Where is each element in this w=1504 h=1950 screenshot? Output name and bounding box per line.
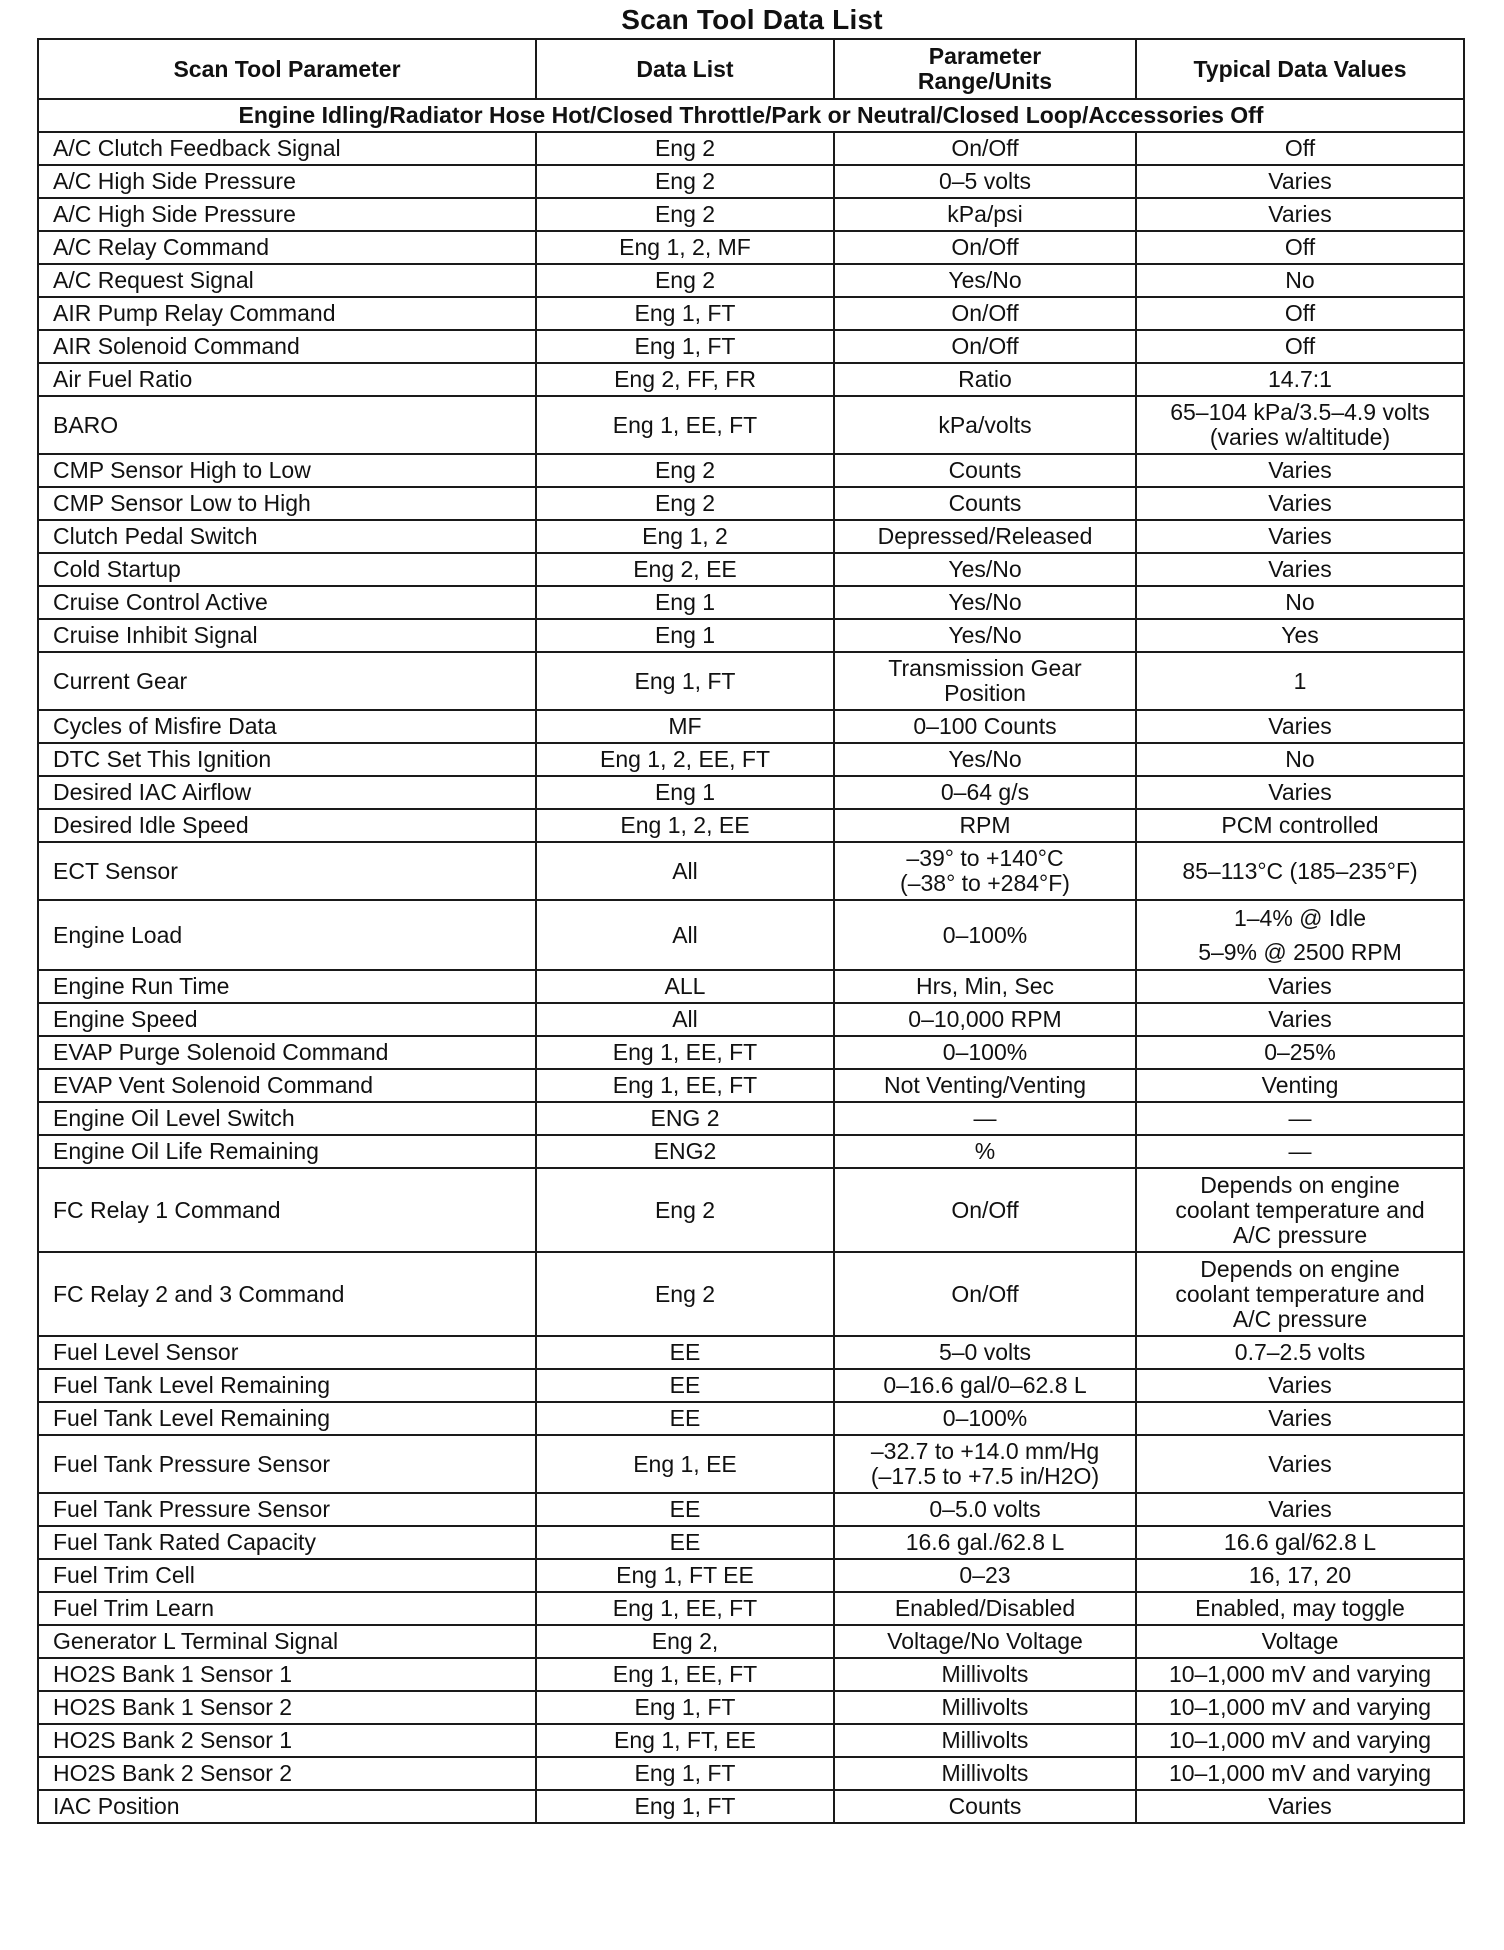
cell-data-list: Eng 2 [536,454,834,487]
cell-typical: Voltage [1136,1625,1464,1658]
cell-data-list: Eng 1, FT [536,652,834,710]
table-row [38,970,1464,1003]
cell-typical: 10–1,000 mV and varying [1136,1757,1464,1790]
cell-data-list: ENG2 [536,1135,834,1168]
cell-data-list: Eng 1, EE, FT [536,396,834,454]
cell-range: 0–100% [834,900,1136,970]
cell-data-list: Eng 2, FF, FR [536,363,834,396]
cell-data-list: Eng 2 [536,1168,834,1252]
cell-parameter: Engine Oil Life Remaining [38,1135,536,1168]
cell-parameter: Desired Idle Speed [38,809,536,842]
cell-typical: Off [1136,330,1464,363]
cell-parameter: Clutch Pedal Switch [38,520,536,553]
cell-typical [1136,900,1464,970]
cell-typical: Varies [1136,165,1464,198]
cell-range: On/Off [834,132,1136,165]
table-row [38,1369,1464,1402]
cell-range-line: –32.7 to +14.0 mm/Hg [870,1438,1100,1464]
cell-range: Millivolts [834,1691,1136,1724]
cell-range: — [834,1102,1136,1135]
cell-typical-line: Depends on engine [1200,1171,1400,1198]
cell-parameter: ECT Sensor [38,842,536,900]
cell-range [834,652,1136,710]
cell-typical: 10–1,000 mV and varying [1136,1724,1464,1757]
table-row [38,1658,1464,1691]
cell-data-list: All [536,1003,834,1036]
cell-parameter: AIR Solenoid Command [38,330,536,363]
cell-typical: — [1136,1135,1464,1168]
table-row [38,1003,1464,1036]
cell-range: 5–0 volts [834,1336,1136,1369]
cell-data-list: Eng 2 [536,132,834,165]
cell-range: Millivolts [834,1757,1136,1790]
table-row [38,900,1464,970]
table-row [38,1135,1464,1168]
cell-data-list: ENG 2 [536,1102,834,1135]
cell-typical: Varies [1136,1003,1464,1036]
cell-data-list: Eng 2, [536,1625,834,1658]
cell-parameter: Fuel Tank Pressure Sensor [38,1435,536,1493]
cell-typical [1136,1168,1464,1252]
cell-range: On/Off [834,330,1136,363]
cell-range: 0–5 volts [834,165,1136,198]
cell-typical: 16.6 gal/62.8 L [1136,1526,1464,1559]
cell-range: Counts [834,487,1136,520]
cell-data-list: Eng 1, FT EE [536,1559,834,1592]
table-row [38,396,1464,454]
cell-parameter: HO2S Bank 2 Sensor 1 [38,1724,536,1757]
cell-data-list: EE [536,1402,834,1435]
cell-data-list: MF [536,710,834,743]
cell-range: Yes/No [834,553,1136,586]
cell-data-list: Eng 2 [536,1252,834,1336]
cell-parameter: A/C High Side Pressure [38,198,536,231]
cell-typical: Off [1136,297,1464,330]
cell-typical: Enabled, may toggle [1136,1592,1464,1625]
cell-range: Hrs, Min, Sec [834,970,1136,1003]
table-row [38,842,1464,900]
scan-tool-data-table [37,38,1465,1824]
section-conditions: Engine Idling/Radiator Hose Hot/Closed Throttle/Park or Neutral/Closed Loop/Accessories Off [38,99,1464,132]
cell-range: Voltage/No Voltage [834,1625,1136,1658]
cell-parameter: Generator L Terminal Signal [38,1625,536,1658]
cell-data-list: Eng 1, EE [536,1435,834,1493]
cell-typical: 85–113°C (185–235°F) [1136,842,1464,900]
cell-parameter: EVAP Vent Solenoid Command [38,1069,536,1102]
cell-range-line: (–17.5 to +7.5 in/H2O) [870,1463,1100,1489]
table-row [38,1402,1464,1435]
table-row [38,231,1464,264]
cell-range: Yes/No [834,743,1136,776]
cell-typical: 0.7–2.5 volts [1136,1336,1464,1369]
cell-parameter: HO2S Bank 1 Sensor 2 [38,1691,536,1724]
cell-typical: Varies [1136,553,1464,586]
table-row [38,776,1464,809]
cell-range: 0–10,000 RPM [834,1003,1136,1036]
cell-typical: Varies [1136,1369,1464,1402]
header-parameter: Scan Tool Parameter [38,39,536,99]
cell-data-list: Eng 1, 2, MF [536,231,834,264]
cell-typical: Off [1136,231,1464,264]
cell-range: Ratio [834,363,1136,396]
header-range-units [834,39,1136,99]
table-row [38,1559,1464,1592]
cell-data-list: Eng 1, 2, EE [536,809,834,842]
cell-typical-line: Depends on engine [1200,1255,1400,1282]
table-row [38,1757,1464,1790]
table-row [38,165,1464,198]
cell-parameter: IAC Position [38,1790,536,1823]
cell-typical: Varies [1136,710,1464,743]
cell-data-list: All [536,842,834,900]
cell-parameter: A/C Clutch Feedback Signal [38,132,536,165]
cell-data-list: Eng 2 [536,264,834,297]
header-typical-values: Typical Data Values [1136,39,1464,99]
cell-typical: 16, 17, 20 [1136,1559,1464,1592]
table-row [38,1625,1464,1658]
header-range-line1: Parameter [928,43,1042,69]
cell-parameter: Fuel Tank Pressure Sensor [38,1493,536,1526]
cell-typical [1136,396,1464,454]
cell-data-list: Eng 1, FT [536,330,834,363]
cell-range: % [834,1135,1136,1168]
cell-typical [1136,1252,1464,1336]
table-row [38,1102,1464,1135]
table-row [38,132,1464,165]
cell-parameter: EVAP Purge Solenoid Command [38,1036,536,1069]
cell-range: kPa/psi [834,198,1136,231]
cell-parameter: DTC Set This Ignition [38,743,536,776]
table-row [38,652,1464,710]
cell-typical-line: (varies w/altitude) [1209,424,1391,450]
cell-range-line: Position [944,680,1026,706]
cell-range: 16.6 gal./62.8 L [834,1526,1136,1559]
cell-typical: Varies [1136,1435,1464,1493]
cell-parameter: FC Relay 2 and 3 Command [38,1252,536,1336]
table-row [38,198,1464,231]
cell-range-line: –39° to +140°C [906,845,1064,871]
table-row [38,1036,1464,1069]
cell-range: Yes/No [834,586,1136,619]
table-row [38,1790,1464,1823]
cell-typical: Varies [1136,520,1464,553]
cell-data-list: Eng 1, EE, FT [536,1658,834,1691]
cell-range: On/Off [834,297,1136,330]
cell-typical-line: 65–104 kPa/3.5–4.9 volts [1170,399,1430,425]
cell-range: Yes/No [834,619,1136,652]
cell-parameter: FC Relay 1 Command [38,1168,536,1252]
table-row [38,1168,1464,1252]
header-row [38,39,1464,99]
cell-data-list: Eng 1, EE, FT [536,1592,834,1625]
cell-range: 0–5.0 volts [834,1493,1136,1526]
table-row [38,1435,1464,1493]
cell-typical: No [1136,586,1464,619]
cell-typical: Varies [1136,454,1464,487]
cell-parameter: AIR Pump Relay Command [38,297,536,330]
cell-range: Counts [834,454,1136,487]
cell-range: 0–64 g/s [834,776,1136,809]
table-row [38,1592,1464,1625]
cell-data-list: Eng 1 [536,776,834,809]
cell-parameter: Fuel Tank Level Remaining [38,1369,536,1402]
cell-range: kPa/volts [834,396,1136,454]
cell-typical: 10–1,000 mV and varying [1136,1658,1464,1691]
cell-data-list: Eng 1, EE, FT [536,1036,834,1069]
table-row [38,619,1464,652]
table-row [38,1252,1464,1336]
cell-range: 0–23 [834,1559,1136,1592]
cell-range: On/Off [834,1252,1136,1336]
cell-typical: Varies [1136,487,1464,520]
cell-typical: PCM controlled [1136,809,1464,842]
cell-data-list: Eng 1, FT [536,1790,834,1823]
cell-parameter: Cycles of Misfire Data [38,710,536,743]
cell-typical: No [1136,743,1464,776]
cell-typical-line: coolant temperature and [1175,1280,1425,1307]
header-data-list: Data List [536,39,834,99]
cell-data-list: ALL [536,970,834,1003]
table-row [38,520,1464,553]
cell-range: 0–100% [834,1402,1136,1435]
table-row [38,1526,1464,1559]
cell-parameter: CMP Sensor Low to High [38,487,536,520]
cell-data-list: Eng 1, FT, EE [536,1724,834,1757]
cell-parameter: Engine Oil Level Switch [38,1102,536,1135]
cell-parameter: Air Fuel Ratio [38,363,536,396]
cell-typical: — [1136,1102,1464,1135]
cell-range: Depressed/Released [834,520,1136,553]
cell-typical: Varies [1136,1493,1464,1526]
cell-range: On/Off [834,1168,1136,1252]
cell-range: 0–100 Counts [834,710,1136,743]
cell-range: Counts [834,1790,1136,1823]
cell-parameter: Cruise Inhibit Signal [38,619,536,652]
table-row [38,1691,1464,1724]
table-row [38,586,1464,619]
cell-parameter: A/C High Side Pressure [38,165,536,198]
cell-parameter: Engine Run Time [38,970,536,1003]
cell-typical: Varies [1136,970,1464,1003]
cell-typical: 0–25% [1136,1036,1464,1069]
cell-parameter: Engine Speed [38,1003,536,1036]
cell-range-line: Transmission Gear [888,655,1082,681]
cell-parameter: A/C Relay Command [38,231,536,264]
cell-typical: 10–1,000 mV and varying [1136,1691,1464,1724]
cell-parameter: Fuel Trim Cell [38,1559,536,1592]
table-row [38,553,1464,586]
table-row [38,1336,1464,1369]
cell-typical: Off [1136,132,1464,165]
cell-typical-line: A/C pressure [1232,1305,1368,1332]
cell-data-list: Eng 2 [536,198,834,231]
cell-data-list: EE [536,1336,834,1369]
cell-range: Millivolts [834,1658,1136,1691]
cell-typical: 14.7:1 [1136,363,1464,396]
cell-data-list: Eng 1, FT [536,1757,834,1790]
cell-range: Not Venting/Venting [834,1069,1136,1102]
cell-parameter: HO2S Bank 1 Sensor 1 [38,1658,536,1691]
cell-parameter: Cruise Control Active [38,586,536,619]
cell-parameter: Engine Load [38,900,536,970]
cell-range: Millivolts [834,1724,1136,1757]
table-row [38,487,1464,520]
cell-typical-line: 1–4% @ Idle [1233,905,1367,931]
cell-parameter: CMP Sensor High to Low [38,454,536,487]
cell-range [834,842,1136,900]
cell-parameter: A/C Request Signal [38,264,536,297]
cell-typical: Varies [1136,1402,1464,1435]
cell-parameter: Cold Startup [38,553,536,586]
cell-data-list: Eng 1, FT [536,1691,834,1724]
table-row [38,710,1464,743]
cell-typical-line: 5–9% @ 2500 RPM [1198,939,1402,965]
table-row [38,743,1464,776]
cell-data-list: Eng 1, 2, EE, FT [536,743,834,776]
table-row [38,809,1464,842]
cell-typical: Venting [1136,1069,1464,1102]
cell-range: 0–100% [834,1036,1136,1069]
cell-range [834,1435,1136,1493]
cell-typical: Yes [1136,619,1464,652]
table-row [38,1724,1464,1757]
cell-data-list: Eng 1 [536,619,834,652]
cell-parameter: Fuel Tank Level Remaining [38,1402,536,1435]
cell-parameter: Fuel Trim Learn [38,1592,536,1625]
section-row [38,99,1464,132]
cell-typical: Varies [1136,776,1464,809]
table-row [38,1069,1464,1102]
cell-typical-line: coolant temperature and [1175,1196,1425,1223]
header-range-line2: Range/Units [917,68,1053,94]
cell-data-list: EE [536,1369,834,1402]
cell-range: 0–16.6 gal/0–62.8 L [834,1369,1136,1402]
cell-parameter: BARO [38,396,536,454]
cell-data-list: Eng 2, EE [536,553,834,586]
cell-data-list: Eng 2 [536,487,834,520]
cell-data-list: Eng 2 [536,165,834,198]
table-row [38,454,1464,487]
cell-parameter: Fuel Tank Rated Capacity [38,1526,536,1559]
cell-data-list: Eng 1, 2 [536,520,834,553]
cell-range: On/Off [834,231,1136,264]
cell-data-list: Eng 1 [536,586,834,619]
page-title: Scan Tool Data List [621,4,883,35]
cell-typical: Varies [1136,198,1464,231]
cell-data-list: EE [536,1526,834,1559]
cell-typical: Varies [1136,1790,1464,1823]
cell-typical: No [1136,264,1464,297]
table-row [38,330,1464,363]
cell-data-list: EE [536,1493,834,1526]
cell-parameter: Desired IAC Airflow [38,776,536,809]
cell-range: RPM [834,809,1136,842]
table-row [38,297,1464,330]
cell-range: Enabled/Disabled [834,1592,1136,1625]
table-row [38,1493,1464,1526]
cell-range-line: (–38° to +284°F) [900,870,1070,896]
table-row [38,264,1464,297]
table-row [38,363,1464,396]
cell-data-list: Eng 1, FT [536,297,834,330]
cell-data-list: Eng 1, EE, FT [536,1069,834,1102]
cell-range: Yes/No [834,264,1136,297]
cell-parameter: Fuel Level Sensor [38,1336,536,1369]
cell-parameter: HO2S Bank 2 Sensor 2 [38,1757,536,1790]
cell-data-list: All [536,900,834,970]
cell-typical: 1 [1136,652,1464,710]
cell-typical-line: A/C pressure [1232,1221,1368,1248]
cell-parameter: Current Gear [38,652,536,710]
